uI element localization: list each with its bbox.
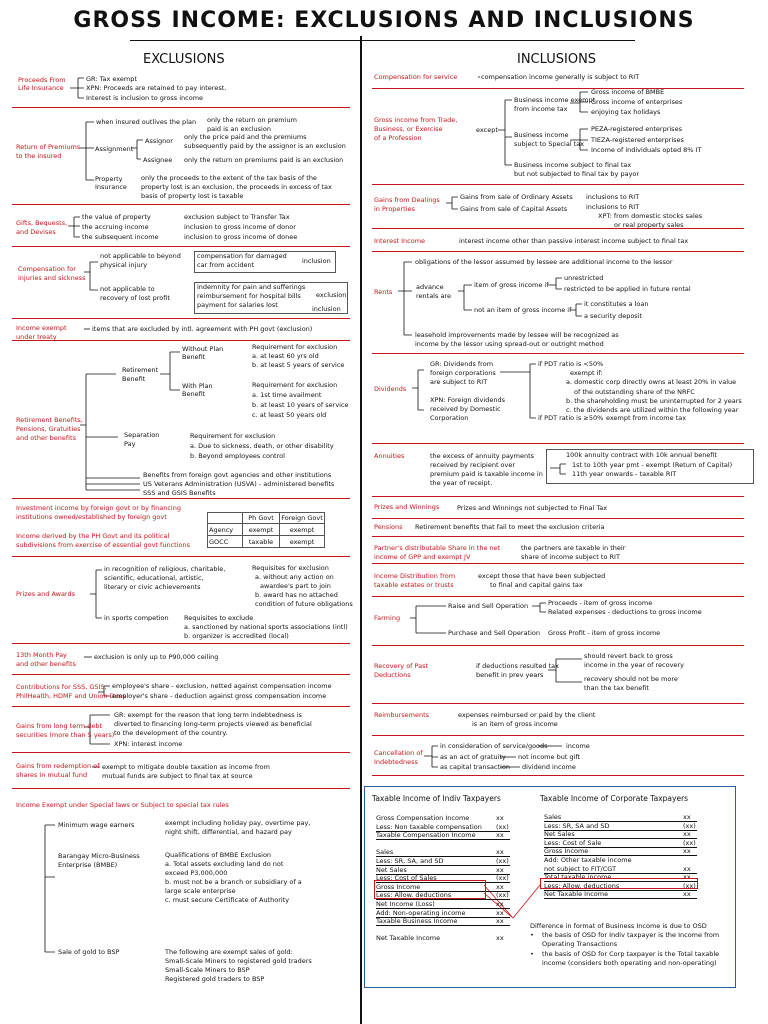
text: should revert back to gross bbox=[584, 652, 673, 660]
row-value: xx bbox=[683, 864, 691, 873]
text: if PDT ratio is ≥50% bbox=[538, 414, 604, 422]
label: subdivisions from exercise of essential govt functions bbox=[16, 541, 190, 549]
cell: exempt bbox=[243, 524, 280, 536]
label: under treaty bbox=[16, 333, 57, 341]
text: received by recipient over bbox=[430, 461, 516, 469]
text: income in the year of recovery bbox=[584, 661, 684, 669]
text: Barangay Micro-Business bbox=[58, 852, 140, 860]
text: compensation income generally is subject to RIT bbox=[481, 73, 640, 81]
text: b. at least 10 years of service bbox=[252, 401, 349, 409]
text: large scale enterprise bbox=[165, 887, 236, 895]
row-value: xx bbox=[496, 917, 504, 926]
label: Gains from Dealings bbox=[374, 196, 440, 204]
label: and other benefits bbox=[16, 434, 76, 442]
text: when insured outlives the plan bbox=[96, 118, 197, 126]
text: b. award has no attached bbox=[255, 591, 338, 599]
text: Retirement bbox=[122, 366, 159, 374]
text: exclusion is only up to P90,000 ceiling bbox=[94, 653, 219, 661]
text: c. must secure Certificate of Authority bbox=[165, 896, 290, 904]
text: exempt if: bbox=[570, 369, 603, 377]
text: unrestricted bbox=[564, 274, 604, 282]
label: shares in mutual fund bbox=[16, 771, 88, 779]
text: PEZA-registered enterprises bbox=[591, 125, 682, 133]
text: Pay bbox=[124, 440, 136, 448]
text: a. domestic corp directly owns at least 20% in value bbox=[566, 378, 737, 386]
label: and other benefits bbox=[16, 660, 76, 668]
text: Assignee bbox=[143, 156, 173, 164]
text: US Veterans Administration (USVA) - administered benefits bbox=[143, 480, 335, 488]
text: exceed P3,000,000 bbox=[165, 869, 228, 877]
row-value: (xx) bbox=[683, 881, 696, 890]
label: Investment income by foreign govt or by financing bbox=[16, 504, 181, 512]
text: Business income bbox=[514, 131, 569, 139]
text: only the proceeds to the extent of the tax basis of the bbox=[141, 174, 317, 182]
text: inclusions to RIT bbox=[586, 203, 640, 211]
text: property lost is an exclusion, the proceeds in excess of tax bbox=[141, 183, 332, 191]
text: as capital transaction bbox=[440, 763, 511, 771]
row-value: xx bbox=[496, 908, 504, 917]
exclusions-header: EXCLUSIONS bbox=[143, 52, 225, 67]
text: Property bbox=[95, 175, 123, 183]
text: except those that have been subjected bbox=[478, 572, 606, 580]
label: Gains from redemption of bbox=[16, 762, 100, 770]
label: Rents bbox=[374, 288, 393, 296]
row-label: Net Sales bbox=[544, 830, 575, 839]
text: subject to Special tax bbox=[514, 140, 585, 148]
text: in sports competion bbox=[104, 614, 169, 622]
label: Annuities bbox=[374, 452, 405, 460]
text: diverted to financing long-term projects viewed as beneficial bbox=[114, 720, 312, 728]
text: employer's share - deduction against gross compensation income bbox=[112, 692, 327, 700]
label: Dividends bbox=[374, 385, 407, 393]
text: inclusion bbox=[312, 305, 341, 313]
text: TIEZA-registered enterprises bbox=[591, 136, 684, 144]
text: b. the shareholding must be uninterrupted for 2 years bbox=[566, 397, 742, 405]
text: GR: Tax exempt bbox=[86, 75, 137, 83]
text: restricted to be applied in future rental bbox=[564, 285, 691, 293]
text: employee's share - exclusion, netted against compensation income bbox=[112, 682, 332, 690]
text: a. without any action on bbox=[255, 573, 334, 581]
text: reimbursement for hospital bills bbox=[197, 292, 301, 300]
cell: Agency bbox=[208, 524, 243, 536]
text: Requirement for exclusion bbox=[252, 343, 338, 351]
text: the subsequent income bbox=[82, 233, 159, 241]
label: Income derived by the PH Govt and its political bbox=[16, 532, 170, 540]
label: Cancellation of bbox=[374, 749, 423, 757]
label: Income Distribution from bbox=[374, 572, 456, 580]
row-label: Net Taxable Income bbox=[376, 934, 441, 943]
text: Minimum wage earners bbox=[58, 821, 135, 829]
text: income bbox=[566, 742, 590, 750]
row-value: xx bbox=[496, 831, 504, 840]
indiv-net-sales-highlight bbox=[374, 880, 486, 899]
text: than the tax benefit bbox=[584, 684, 649, 692]
text: Gains from sale of Capital Assets bbox=[460, 205, 568, 213]
bullet-icon: • bbox=[530, 931, 534, 939]
text: car from accident bbox=[197, 261, 255, 269]
text: recovery should not be more bbox=[584, 675, 678, 683]
text: c. the dividends are utilized within the following year bbox=[566, 406, 739, 414]
text: Benefits from foreign govt agencies and other institutions bbox=[143, 471, 332, 479]
row-rule bbox=[376, 839, 510, 840]
text: Requisites to exclude bbox=[184, 614, 254, 622]
text: subsequently paid by the assignor is an exclusion bbox=[184, 142, 346, 150]
text: Benefit bbox=[182, 353, 206, 361]
row-label: Net Income (Loss) bbox=[376, 900, 435, 908]
inclusions-header: INCLUSIONS bbox=[517, 52, 597, 67]
th-foreign: Foreign Govt bbox=[281, 514, 323, 522]
label: Deductions bbox=[374, 671, 411, 679]
label: Recovery of Past bbox=[374, 662, 429, 670]
cell: GOCC bbox=[208, 536, 243, 548]
cell: exempt bbox=[280, 524, 325, 536]
label: Return of Premiums bbox=[16, 143, 81, 151]
text: share of income subject to RIT bbox=[521, 553, 620, 561]
text: b. must not be a branch or subsidiary of a bbox=[165, 878, 302, 886]
text: physical injury bbox=[100, 261, 148, 269]
row-label: Taxable Compensation Income bbox=[376, 831, 476, 840]
text: the accruing income bbox=[82, 223, 149, 231]
text: Raise and Sell Operation bbox=[448, 602, 529, 610]
text: XPT: from domestic stocks sales bbox=[598, 212, 703, 220]
label: Gross income from Trade, bbox=[374, 116, 458, 124]
corp-title: Taxable Income of Corporate Taxpayers bbox=[540, 794, 689, 803]
row-label: Total taxable income bbox=[544, 873, 612, 882]
label: Reimbursements bbox=[374, 711, 430, 719]
text: Purchase and Sell Operation bbox=[448, 629, 541, 637]
text: benefit in prev years bbox=[476, 671, 544, 679]
label: PhilHealth, HDMF and Union Dues bbox=[16, 692, 127, 700]
text: Assignment bbox=[95, 145, 134, 153]
label: Pensions bbox=[374, 523, 403, 531]
text: a security deposit bbox=[584, 312, 643, 320]
text: c. at least 50 years old bbox=[252, 411, 327, 419]
text: a. Total assets excluding land do not bbox=[165, 860, 284, 868]
text: 1st to 10th year pmt - exempt (Return of Capital) bbox=[572, 461, 733, 469]
text: inclusion bbox=[302, 257, 331, 265]
text: b. at least 5 years of service bbox=[252, 361, 345, 369]
row-label: Less: Cost of Sales bbox=[376, 874, 437, 883]
text: not income but gift bbox=[518, 753, 581, 761]
text: With Plan bbox=[182, 382, 213, 390]
row-value: xx bbox=[496, 848, 504, 857]
text: if PDT ratio is <50% bbox=[538, 360, 604, 368]
label: and Devises bbox=[16, 228, 56, 236]
text: Enterprise (BMBE) bbox=[58, 861, 118, 869]
text: Separation bbox=[124, 431, 160, 439]
text: income by the lessor using spread-out or outright method bbox=[415, 340, 604, 348]
text: condition of future obligations bbox=[255, 600, 353, 608]
text: basis of property lost is taxable bbox=[141, 192, 244, 200]
text: in consideration of service/goods bbox=[440, 742, 548, 750]
text: only the return on premium bbox=[207, 116, 297, 124]
text: items that are excluded by intl. agreement with PH govt (exclusion) bbox=[92, 325, 313, 333]
row-label: Net Taxable Income bbox=[544, 890, 609, 899]
text: only the return on premiums paid is an exclusion bbox=[184, 156, 344, 164]
label: Farming bbox=[374, 614, 401, 622]
text: inclusion to gross income of donor bbox=[184, 223, 296, 231]
row-value: xx bbox=[683, 890, 691, 899]
row-value: (xx) bbox=[683, 838, 696, 847]
row-label: Taxable Business Income bbox=[376, 917, 458, 926]
text: awardee's part to join bbox=[260, 582, 331, 590]
text: enjoying tax holidays bbox=[591, 108, 661, 116]
text: the partners are taxable in their bbox=[521, 544, 626, 552]
indiv-title: Taxable Income of Indiv Taxpayers bbox=[372, 794, 501, 803]
row-value: xx bbox=[683, 873, 691, 882]
text: are subject to RIT bbox=[430, 378, 488, 386]
text: XPN: interest income bbox=[114, 740, 183, 748]
row-value: xx bbox=[496, 814, 504, 822]
text: 100k annuity contract with 10k annual benefit bbox=[566, 451, 717, 459]
bullet-icon: • bbox=[530, 950, 534, 958]
label: Pensions, Gratuities bbox=[16, 425, 81, 433]
text: Gross income of enterprises bbox=[591, 98, 683, 106]
text: Small-Scale Miners to BSP bbox=[165, 966, 250, 974]
text: Small-Scale Miners to registered gold traders bbox=[165, 957, 312, 965]
text: of the outstanding share of the NRFC bbox=[574, 388, 695, 396]
text: received by Domestic bbox=[430, 405, 501, 413]
text: not applicable to beyond bbox=[100, 252, 181, 260]
label: Compensation for service bbox=[374, 73, 458, 81]
text: The following are exempt sales of gold: bbox=[165, 948, 293, 956]
label: Business, or Exercise bbox=[374, 125, 443, 133]
text: to final and capital gains tax bbox=[490, 581, 583, 589]
label: to the insured bbox=[16, 152, 62, 160]
text: foreign corporations bbox=[430, 369, 496, 377]
text: expenses reimbursed or paid by the client bbox=[458, 711, 596, 719]
text: XPN: Foreign dividends bbox=[430, 396, 505, 404]
row-value: (xx) bbox=[683, 821, 696, 830]
cell: taxable bbox=[243, 536, 280, 548]
row-value: (xx) bbox=[496, 857, 509, 865]
text: as an act of gratuity bbox=[440, 753, 506, 761]
text: inclusions to RIT bbox=[586, 193, 640, 201]
text: 11th year onwards - taxable RIT bbox=[572, 470, 677, 478]
row-label: Gross Income bbox=[544, 847, 589, 856]
row-label: Add: Other taxable income bbox=[544, 856, 632, 864]
label: injuries and sickness bbox=[18, 274, 86, 282]
text: Prizes and Winnings not subjected to Final Tax bbox=[457, 504, 608, 512]
label: Income exempt bbox=[16, 324, 67, 332]
text: literary or civic achievements bbox=[104, 583, 201, 591]
text: not applicable to bbox=[100, 285, 155, 293]
row-value: xx bbox=[683, 830, 691, 839]
text: a. sanctioned by national sports associations (intl) bbox=[184, 623, 348, 631]
text: from income tax bbox=[514, 105, 568, 113]
text: b. Beyond employees control bbox=[190, 452, 285, 460]
text: b. organizer is accredited (local) bbox=[184, 632, 289, 640]
text: a. 1st time availment bbox=[252, 391, 322, 399]
note-heading: Difference in format of Business Income is due to OSD bbox=[530, 922, 707, 930]
govt-table bbox=[207, 512, 325, 548]
row-label: Sales bbox=[376, 848, 394, 857]
text: only the price paid and the premiums bbox=[184, 133, 307, 141]
text: Business income subject to final tax bbox=[514, 161, 632, 169]
text: recovery of lost profit bbox=[100, 294, 170, 302]
text: Without Plan bbox=[182, 345, 224, 353]
row-label: Less: Non taxable compensation bbox=[376, 822, 482, 831]
text: mutual funds are subject to final tax at source bbox=[102, 772, 253, 780]
label: Gains from long term debt bbox=[16, 722, 102, 730]
row-value: (xx) bbox=[496, 822, 509, 831]
text: Benefit bbox=[182, 390, 206, 398]
text: the year of receipt. bbox=[430, 479, 493, 487]
row-value: xx bbox=[496, 865, 504, 874]
text: but not subjected to final tax by payor bbox=[514, 170, 640, 178]
row-label: Less: Cost of Sale bbox=[544, 838, 602, 847]
row-rule bbox=[544, 898, 697, 899]
text: XPN: Proceeds are retained to pay interest. bbox=[86, 84, 227, 92]
text: Gross income of BMBE bbox=[591, 88, 665, 96]
text: indemnity for pain and sufferings bbox=[197, 283, 306, 291]
text: in recognition of religious, charitable, bbox=[104, 565, 226, 573]
row-label: Less: SR, SA, and SD bbox=[376, 857, 444, 865]
label: Gifts, Bequests, bbox=[16, 219, 68, 227]
text: exempt to mitigate double taxation as income from bbox=[102, 763, 270, 771]
label: 13th Month Pay bbox=[16, 651, 67, 659]
text: the excess of annuity payments bbox=[430, 452, 535, 460]
row-value: xx bbox=[496, 900, 504, 908]
text: exclusion subject to Transfer Tax bbox=[184, 213, 290, 221]
th-ph: Ph Govt bbox=[243, 513, 280, 524]
text: payment for salaries lost bbox=[197, 301, 278, 309]
row-label: Sales bbox=[544, 813, 562, 821]
text: Gross Profit - item of gross income bbox=[548, 629, 661, 637]
text: exempt including holiday pay, overtime pay, bbox=[165, 819, 311, 827]
text: paid is an exclusion bbox=[207, 125, 271, 133]
row-value: xx bbox=[496, 934, 504, 943]
row-value: (xx) bbox=[496, 891, 509, 900]
label: income of GPP and exempt JV bbox=[374, 553, 471, 561]
label: in Properties bbox=[374, 205, 415, 213]
text: GR: Dividends from bbox=[430, 360, 494, 368]
label: Income Exempt under Special laws or Subject to special tax rules bbox=[16, 801, 229, 809]
label: Retirement Benefits, bbox=[16, 416, 83, 424]
text: dividend income bbox=[522, 763, 576, 771]
note-text: Operating Transactions bbox=[542, 940, 618, 948]
text: or real property sales bbox=[614, 221, 684, 229]
text: advance bbox=[416, 283, 444, 291]
text: item of gross income if bbox=[474, 281, 549, 289]
label: Indebtedness bbox=[374, 758, 418, 766]
text: Gains from sale of Ordinary Assets bbox=[460, 193, 573, 201]
label: Partner's distributable Share in the net bbox=[374, 544, 501, 552]
note-text: income (considers both operating and non-operating) bbox=[542, 959, 717, 967]
text: scientific, educational, artistic, bbox=[104, 574, 204, 582]
text: night shift, differential, and hazard pay bbox=[165, 828, 292, 836]
text: Business income exempt bbox=[514, 96, 596, 104]
text: compensation for damaged bbox=[197, 252, 287, 260]
text: the value of property bbox=[82, 213, 151, 221]
text: Retirement benefits that fail to meet the exclusion criteria bbox=[415, 523, 605, 531]
text: Assignor bbox=[145, 137, 173, 145]
label: of a Profession bbox=[374, 134, 422, 142]
text: obligations of the lessor assumed by lessee are additional income to the lessor bbox=[415, 258, 673, 266]
row-label: Gross Income bbox=[376, 882, 421, 891]
label: taxable estates or trusts bbox=[374, 581, 454, 589]
cell: exempt bbox=[280, 536, 325, 548]
row-label: Gross Compensation Income bbox=[376, 814, 470, 822]
label: Contributions for SSS, GSIS, bbox=[16, 683, 107, 691]
text: GR: exempt for the reason that long term indebtedness is bbox=[114, 711, 302, 719]
text: Insurance bbox=[95, 183, 127, 191]
text: Requisites for exclusion bbox=[252, 564, 329, 572]
label: Prizes and Awards bbox=[16, 590, 75, 598]
text: Corporation bbox=[430, 414, 469, 422]
text: Requirement for exclusion bbox=[190, 432, 276, 440]
row-label: Less: SR, SA and SD bbox=[544, 821, 610, 830]
label: institutions owned/established by foreign govt bbox=[16, 513, 167, 521]
text: Related expenses - deductions to gross income bbox=[548, 608, 702, 616]
text: Registered gold traders to BSP bbox=[165, 975, 265, 983]
text: except bbox=[476, 126, 498, 134]
text: exempt from income tax bbox=[606, 414, 687, 422]
note-text: the basis of OSD for Indiv taxpayer is the Income from bbox=[542, 931, 720, 939]
text: a. at least 60 yrs old bbox=[252, 352, 319, 360]
text: a. Due to sickness, death, or other disability bbox=[190, 442, 334, 450]
text: SSS and GSIS Benefits bbox=[143, 489, 216, 497]
text: Proceeds - item of gross income bbox=[548, 599, 653, 607]
row-value: xx bbox=[496, 882, 504, 891]
text: rentals are bbox=[416, 292, 451, 300]
text: interest income other than passive interest income subject to final tax bbox=[459, 237, 689, 245]
label: Compensation for bbox=[18, 265, 76, 273]
text: Benefit bbox=[122, 375, 146, 383]
text: premium paid is taxable income in bbox=[430, 470, 543, 478]
row-label: Net Sales bbox=[376, 865, 407, 874]
text: exclusion bbox=[316, 291, 347, 299]
text: it constitutes a loan bbox=[584, 300, 649, 308]
row-label: not subject to FIT/CGT bbox=[544, 864, 617, 873]
text: Requirement for exclusion bbox=[252, 381, 338, 389]
text: Income of individuals opted 8% IT bbox=[591, 146, 702, 154]
label: securities (more than 5 years) bbox=[16, 731, 115, 739]
text: not an item of gross income if bbox=[474, 306, 572, 314]
text: inclusion to gross income of donee bbox=[184, 233, 298, 241]
text: if deductions resulted tax bbox=[476, 662, 559, 670]
row-label: Less: Allow. deductions bbox=[544, 881, 620, 890]
row-value: xx bbox=[683, 847, 691, 856]
label: Interest Income bbox=[374, 237, 426, 245]
row-value: xx bbox=[683, 813, 691, 821]
page-title: GROSS INCOME: EXCLUSIONS AND INCLUSIONS bbox=[73, 8, 695, 33]
text: leasehold improvements made by lessee will be recognized as bbox=[415, 331, 619, 339]
label: Prizes and Winnings bbox=[374, 503, 440, 511]
text: Sale of gold to BSP bbox=[58, 948, 120, 956]
text: Qualifications of BMBE Exclusion bbox=[165, 851, 272, 859]
label: Life Insurance bbox=[18, 84, 64, 92]
text: Interest is inclusion to gross income bbox=[86, 94, 204, 102]
label: Proceeds From bbox=[18, 76, 66, 84]
row-rule bbox=[376, 925, 510, 926]
corp-total-taxable-highlight bbox=[540, 878, 698, 889]
text: to the development of the country. bbox=[114, 729, 228, 737]
row-value: (xx) bbox=[496, 874, 509, 883]
row-label: Less: Allow. deductions bbox=[376, 891, 452, 900]
row-label: Add: Non-operating income bbox=[376, 908, 466, 917]
note-text: the basis of OSD for Corp taxpayer is the Total taxable bbox=[542, 950, 720, 958]
text: is an item of gross income bbox=[472, 720, 558, 728]
